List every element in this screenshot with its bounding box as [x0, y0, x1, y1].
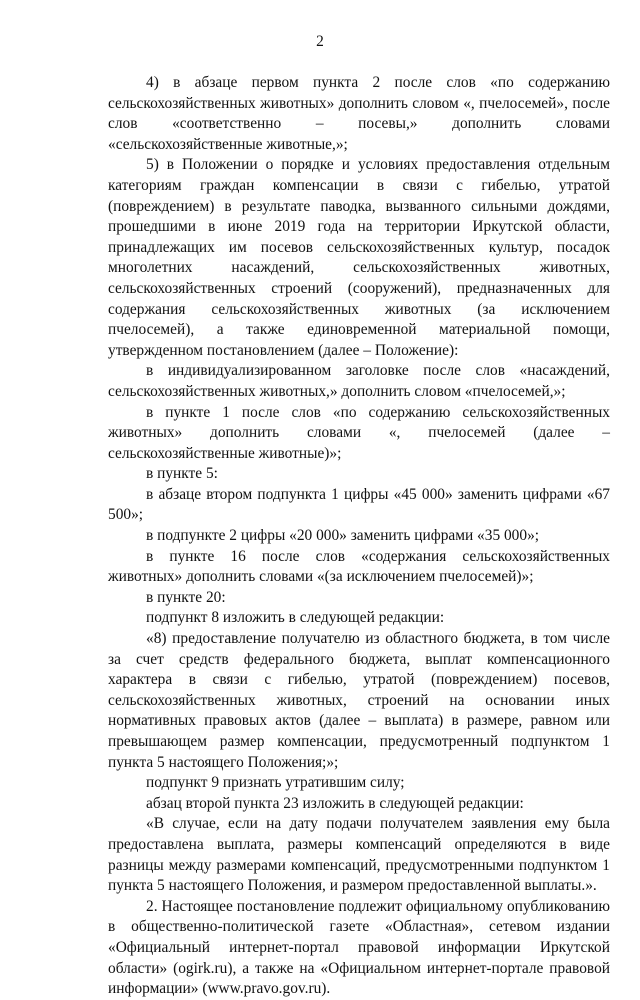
- paragraph-item-5: 5) в Положении о порядке и условиях предоставления отдельным категориям граждан компенсации в связи с гибелью, утратой (повреждением) в результате паводка, вызванного сильными дождями, прошедшими в июне 2019 года на территории Иркутской области, принадлежащих им посевов сельскохозяйственных культур, посадок многолетних насаждений, сельскохозяйственных животных, сельскохозяйственных строений (сооружений), предназначенных для содержания сельскохозяйственных животных (за исключением пчелосемей), а также единовременной материальной помощи, утвержденном постановлением (далее – Положение):: [108, 156, 610, 359]
- paragraph-subpoint-1-change: в абзаце втором подпункта 1 цифры «45 000» заменить цифрами «67 500»;: [108, 485, 610, 524]
- paragraph-point-23-intro: абзац второй пункта 23 изложить в следующей редакции:: [146, 794, 524, 812]
- paragraph-publication: 2. Настоящее постановление подлежит официальному опубликованию в общественно-политической газете «Областная», сетевом издании «Официальный интернет-портал правовой информации Иркутской области» (ogirk.ru), а также на «Официальном интернет-портале правовой информации» (www.pravo.gov.ru).: [108, 897, 610, 998]
- paragraph-point-1-change: в пункте 1 после слов «по содержанию сельскохозяйственных животных» дополнить словами «, пчелосемей (далее – сельскохозяйственные животные)»;: [108, 403, 610, 462]
- page-number: 2: [316, 33, 324, 50]
- paragraph-heading-change: в индивидуализированном заголовке после слов «насаждений, сельскохозяйственных животных,» дополнить словом «пчелосемей,»;: [108, 362, 610, 400]
- paragraph-point-16-change: в пункте 16 после слов «содержания сельскохозяйственных животных» дополнить словами «(за исключением пчелосемей)»;: [108, 547, 610, 586]
- paragraph-subpoint-8-intro: подпункт 8 изложить в следующей редакции:: [146, 609, 445, 627]
- paragraph-subpoint-2-change: в подпункте 2 цифры «20 000» заменить цифрами «35 000»;: [146, 527, 540, 545]
- paragraph-point-5: в пункте 5:: [146, 465, 218, 483]
- paragraph-point-23-text: «В случае, если на дату подачи получателем заявления ему была предоставлена выплата, размеры компенсаций определяются в виде разницы между размерами компенсаций, предусмотренными подпунктом 1 пункта 5 настоящего Положения, и размером предоставленной выплаты.».: [108, 815, 610, 895]
- paragraph-point-20: в пункте 20:: [146, 588, 226, 606]
- document-body: [108, 73, 610, 1000]
- paragraph-item-4: 4) в абзаце первом пункта 2 после слов «по содержанию сельскохозяйственных животных» дополнить словом «, пчелосемей», после слов «соответственно – посевы,» дополнить словами «сельскохозяйственные животные,»;: [108, 74, 610, 153]
- paragraph-subpoint-8-text: «8) предоставление получателю из областного бюджета, в том числе за счет средств федерального бюджета, выплат компенсационного характера в связи с гибелью, утратой (повреждением) посевов, сельскохозяйственных животных, строений на основании иных нормативных правовых актов (далее – выплата) в размере, равном или превышающем размер компенсации, предусмотренный подпунктом 1 пункта 5 настоящего Положения;»;: [108, 630, 610, 771]
- paragraph-subpoint-9: подпункт 9 признать утратившим силу;: [146, 774, 405, 792]
